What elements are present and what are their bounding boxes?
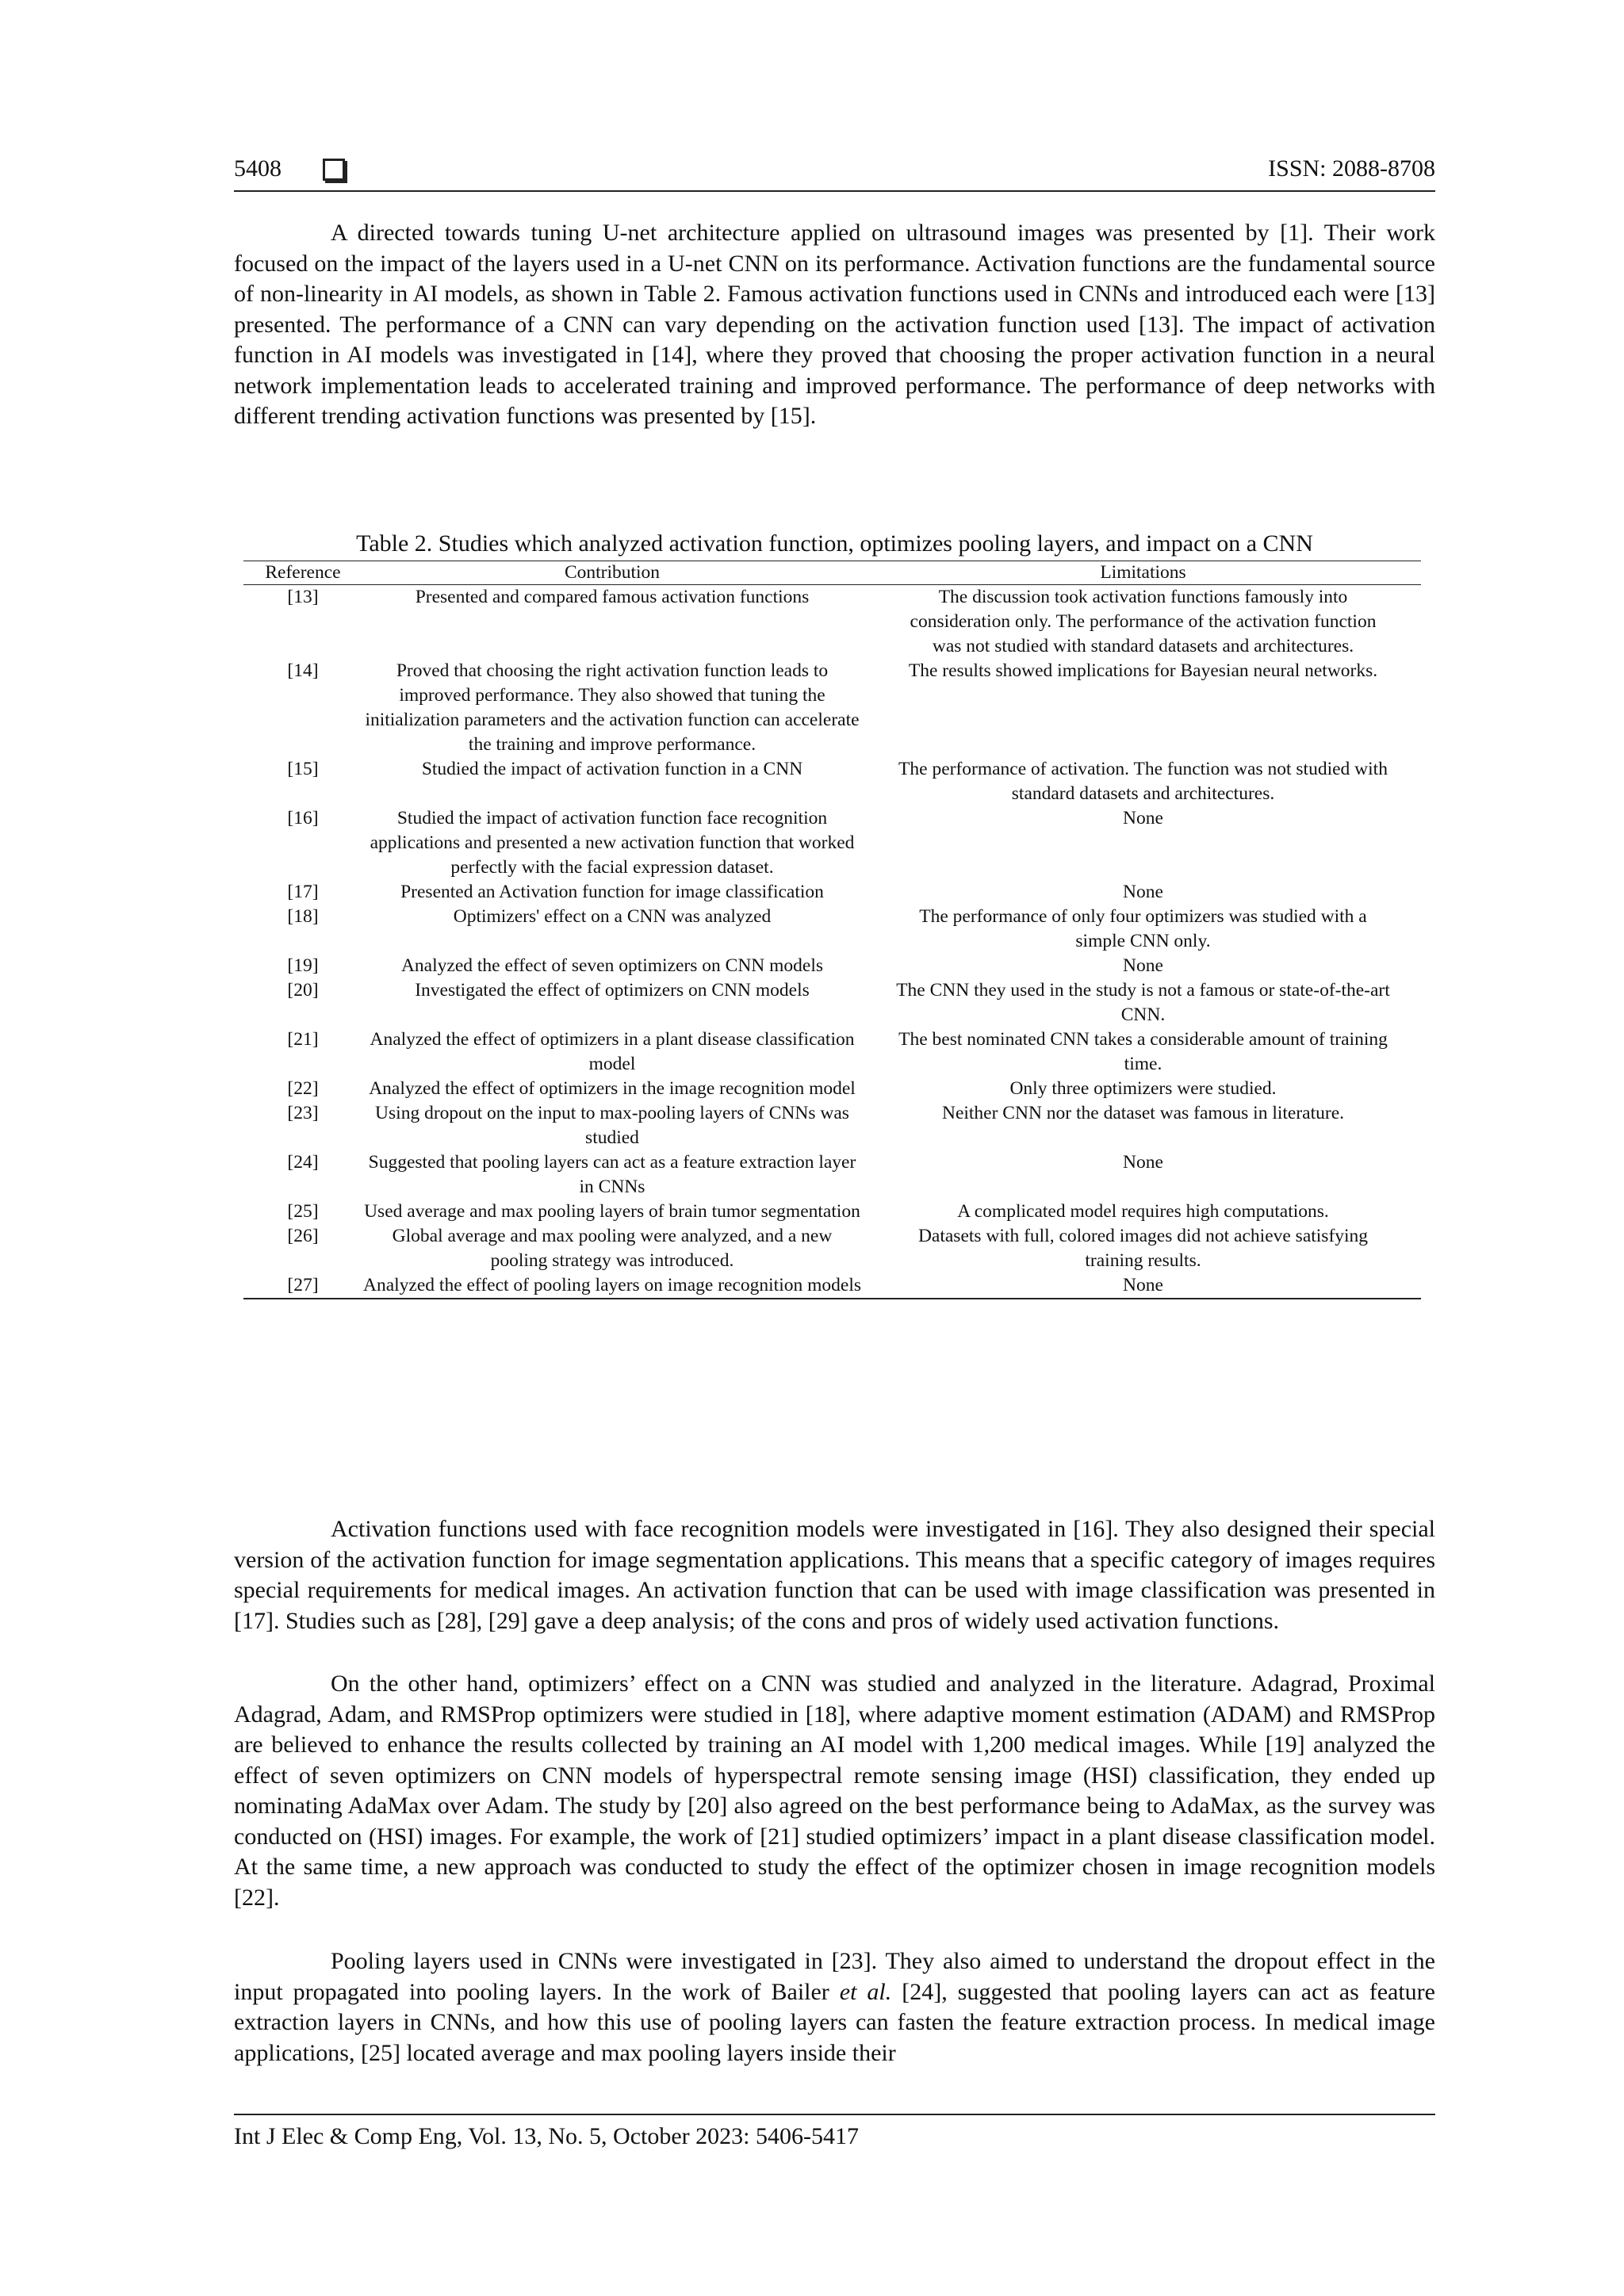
page-number: 5408 bbox=[234, 155, 282, 182]
reference-cell: [27] bbox=[287, 1275, 319, 1295]
et-al-italic: et al. bbox=[839, 1978, 892, 2005]
limitations-cell: None bbox=[1123, 808, 1163, 828]
table-row bbox=[243, 880, 1421, 905]
table-row bbox=[243, 757, 1421, 806]
contribution-cell: Suggested that pooling layers can act as a feature extraction layer in CNNs bbox=[368, 1152, 856, 1197]
reference-cell: [15] bbox=[287, 759, 319, 779]
column-header-contribution: Contribution bbox=[564, 562, 661, 583]
reference-cell: [20] bbox=[287, 980, 319, 1001]
contribution-cell: Using dropout on the input to max-pooling layers of CNNs was studied bbox=[375, 1103, 849, 1148]
reference-cell: [13] bbox=[287, 587, 319, 607]
contribution-cell: Optimizers' effect on a CNN was analyzed bbox=[453, 906, 772, 927]
reference-cell: [26] bbox=[287, 1226, 319, 1246]
table-row bbox=[243, 1077, 1421, 1101]
table-row bbox=[243, 1200, 1421, 1224]
limitations-cell: None bbox=[1123, 1152, 1163, 1173]
table-row bbox=[243, 1273, 1421, 1298]
pooling-text-start: Pooling layers used in CNNs were investigated in [23]. They also aimed to understand the dropout effect in the input propagated into pooling layers. In the work of Bailer bbox=[234, 1948, 1435, 2005]
contribution-cell: Analyzed the effect of optimizers in the image recognition model bbox=[369, 1078, 856, 1099]
limitations-cell: The discussion took activation functions famously into consideration only. The performance of the activation function was not studied with standard datasets and architectures. bbox=[910, 587, 1377, 656]
column-header-limitations: Limitations bbox=[1100, 562, 1186, 583]
contribution-cell: Studied the impact of activation function face recognition applications and presented a new activation function that worked perfectly with the facial expression dataset. bbox=[370, 808, 855, 878]
reference-cell: [19] bbox=[287, 955, 319, 976]
table-row bbox=[243, 806, 1421, 880]
contribution-cell: Investigated the effect of optimizers on CNN models bbox=[415, 980, 810, 1001]
table-caption: Table 2. Studies which analyzed activation function, optimizes pooling layers, and impact on a CNN bbox=[356, 530, 1313, 557]
table-row bbox=[243, 1150, 1421, 1200]
studies-table bbox=[243, 561, 1421, 1299]
contribution-cell: Analyzed the effect of pooling layers on image recognition models bbox=[363, 1275, 861, 1295]
contribution-cell: Global average and max pooling were analyzed, and a new pooling strategy was introduced. bbox=[392, 1226, 833, 1271]
limitations-cell: The CNN they used in the study is not a famous or state-of-the-art CNN. bbox=[896, 980, 1390, 1025]
paragraph-activation: Activation functions used with face recognition models were investigated in [16]. They also designed their special version of the activation function for image segmentation applications. This means that a specific category of images requires special requirements for medical images. An activation function that can be used with image classification was presented in [17]. Studies such as [28], [29] gave a deep analysis; of the cons and pros of widely used activation functions. bbox=[234, 1516, 1435, 1634]
paragraph-intro: A directed towards tuning U-net architecture applied on ultrasound images was presented by [1]. Their work focused on the impact of the layers used in a U-net CNN on its performance. Activation functions are the fundamental source of non-linearity in AI models, as shown in Table 2. Famous activation functions used in CNNs and introduced each were [13] presented. The performance of a CNN can vary depending on the activation function used [13]. The impact of activation function in AI models was investigated in [14], where they proved that choosing the proper activation function in a neural network implementation leads to accelerated training and improved performance. The performance of deep networks with different trending activation functions was presented by [15]. bbox=[234, 220, 1435, 429]
reference-cell: [17] bbox=[287, 882, 319, 902]
page-footer bbox=[234, 2114, 1435, 2163]
limitations-cell: The results showed implications for Bayesian neural networks. bbox=[908, 660, 1378, 681]
paragraph-pooling bbox=[234, 1946, 1435, 2068]
reference-cell: [25] bbox=[287, 1201, 319, 1222]
limitations-cell: Neither CNN nor the dataset was famous in literature. bbox=[941, 1103, 1345, 1123]
reference-cell: [23] bbox=[287, 1103, 319, 1123]
reference-cell: [16] bbox=[287, 808, 319, 828]
issn: ISSN: 2088-8708 bbox=[1268, 155, 1435, 182]
column-header-reference: Reference bbox=[265, 562, 341, 583]
reference-cell: [21] bbox=[287, 1029, 319, 1050]
table-row bbox=[243, 905, 1421, 954]
table-row bbox=[243, 978, 1421, 1027]
contribution-cell: Presented and compared famous activation functions bbox=[415, 587, 810, 607]
table-body bbox=[243, 585, 1421, 1298]
table-row bbox=[243, 1027, 1421, 1077]
limitations-cell: None bbox=[1123, 955, 1163, 976]
reference-cell: [18] bbox=[287, 906, 319, 927]
square-bullet-icon bbox=[323, 159, 345, 181]
paragraph-optimizers: On the other hand, optimizers’ effect on a CNN was studied and analyzed in the literature. Adagrad, Proximal Adagrad, Adam, and RMSProp optimizers were studied in [18], where adaptive moment estimation (ADAM) and RMSProp are believed to enhance the results collected by training an AI model with 1,200 medical images. While [19] analyzed the effect of seven optimizers on CNN models of hyperspectral remote sensing image (HSI) classification, they ended up nominating AdaMax over Adam. The study by [20] also agreed on the best performance being to AdaMax, as the survey was conducted on (HSI) images. For example, the work of [21] studied optimizers’ impact in a plant disease classification model. At the same time, a new approach was conducted to study the effect of the optimizer chosen in image recognition models [22]. bbox=[234, 1670, 1435, 1911]
page-header bbox=[234, 151, 1435, 192]
contribution-cell: Presented an Activation function for image classification bbox=[400, 882, 824, 902]
contribution-cell: Used average and max pooling layers of brain tumor segmentation bbox=[364, 1201, 860, 1222]
citation-footer: Int J Elec & Comp Eng, Vol. 13, No. 5, October 2023: 5406-5417 bbox=[234, 2123, 859, 2149]
limitations-cell: Datasets with full, colored images did not achieve satisfying training results. bbox=[917, 1226, 1369, 1271]
limitations-cell: The performance of only four optimizers was studied with a simple CNN only. bbox=[919, 906, 1367, 951]
limitations-cell: None bbox=[1123, 882, 1163, 902]
limitations-cell: The performance of activation. The function was not studied with standard datasets and architectures. bbox=[898, 759, 1388, 804]
contribution-cell: Analyzed the effect of seven optimizers on CNN models bbox=[400, 955, 824, 976]
table-row bbox=[243, 1224, 1421, 1273]
reference-cell: [14] bbox=[287, 660, 319, 681]
contribution-cell: Analyzed the effect of optimizers in a plant disease classification model bbox=[370, 1029, 855, 1074]
limitations-cell: None bbox=[1123, 1275, 1163, 1295]
table-row bbox=[243, 585, 1421, 659]
limitations-cell: The best nominated CNN takes a considerable amount of training time. bbox=[898, 1029, 1388, 1074]
contribution-cell: Studied the impact of activation function in a CNN bbox=[421, 759, 803, 779]
pooling-text-end: [24], suggested that pooling layers can act as feature extraction layers in CNNs, and how this use of pooling layers can fasten the feature extraction process. In medical image applications, [25] located average and max pooling layers inside their bbox=[234, 1978, 1435, 2066]
limitations-cell: Only three optimizers were studied. bbox=[1009, 1078, 1277, 1099]
table-header-row bbox=[243, 561, 1421, 585]
limitations-cell: A complicated model requires high computations. bbox=[957, 1201, 1329, 1222]
reference-cell: [22] bbox=[287, 1078, 319, 1099]
table-row bbox=[243, 1101, 1421, 1150]
reference-cell: [24] bbox=[287, 1152, 319, 1173]
table-row bbox=[243, 954, 1421, 978]
table-row bbox=[243, 659, 1421, 757]
contribution-cell: Proved that choosing the right activation function leads to improved performance. They also showed that tuning the initialization parameters and the activation function can accelerate the training and improve performance. bbox=[365, 660, 860, 755]
